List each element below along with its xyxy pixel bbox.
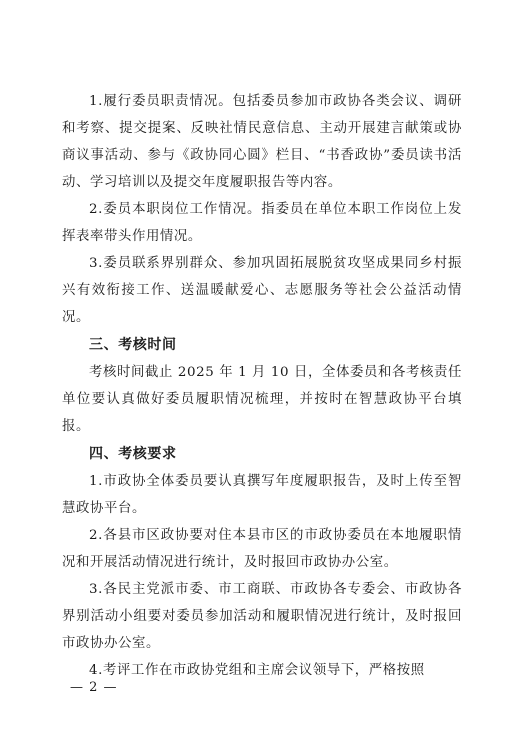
paragraph-public-service: 3.委员联系界别群众、参加巩固拓展脱贫攻坚成果同乡村振兴有效衔接工作、送温暖献爱心、志愿服务等社会公益活动情况。 xyxy=(62,256,462,325)
paragraph-duty-performance: 1.履行委员职责情况。包括委员参加市政协各类会议、调研和考察、提交提案、反映社情民意信息、主动开展建言献策或协商议事活动、参与《政协同心圆》栏目、“书香政协”委员读书活动、学习培训以及提交年度履职报告等内容。 xyxy=(62,94,462,190)
paragraph-requirement-4: 4.考评工作在市政协党组和主席会议领导下，严格按照 xyxy=(89,663,425,678)
document-body xyxy=(62,88,462,684)
section-heading-assessment-time: 三、考核时间 xyxy=(89,337,177,353)
paragraph-requirement-2: 2.各县市区政协要对住本县市区的市政协委员在本地履职情况和开展活动情况进行统计，及时报回市政协办公室。 xyxy=(62,528,462,570)
paragraph-assessment-deadline: 考核时间截止 2025 年 1 月 10 日，全体委员和各考核责任单位要认真做好委员履职情况梳理，并按时在智慧政协平台填报。 xyxy=(62,365,462,434)
paragraph-job-performance: 2.委员本职岗位工作情况。指委员在单位本职工作岗位上发挥表率带头作用情况。 xyxy=(62,202,462,244)
section-heading-assessment-requirements: 四、考核要求 xyxy=(89,446,177,462)
paragraph-requirement-3: 3.各民主党派市委、市工商联、市政协各专委会、市政协各界别活动小组要对委员参加活动和履职情况进行统计，及时报回市政协办公室。 xyxy=(62,582,462,651)
page-number: — 2 — xyxy=(70,680,118,695)
paragraph-requirement-1: 1.市政协全体委员要认真撰写年度履职报告，及时上传至智慧政协平台。 xyxy=(62,474,462,516)
